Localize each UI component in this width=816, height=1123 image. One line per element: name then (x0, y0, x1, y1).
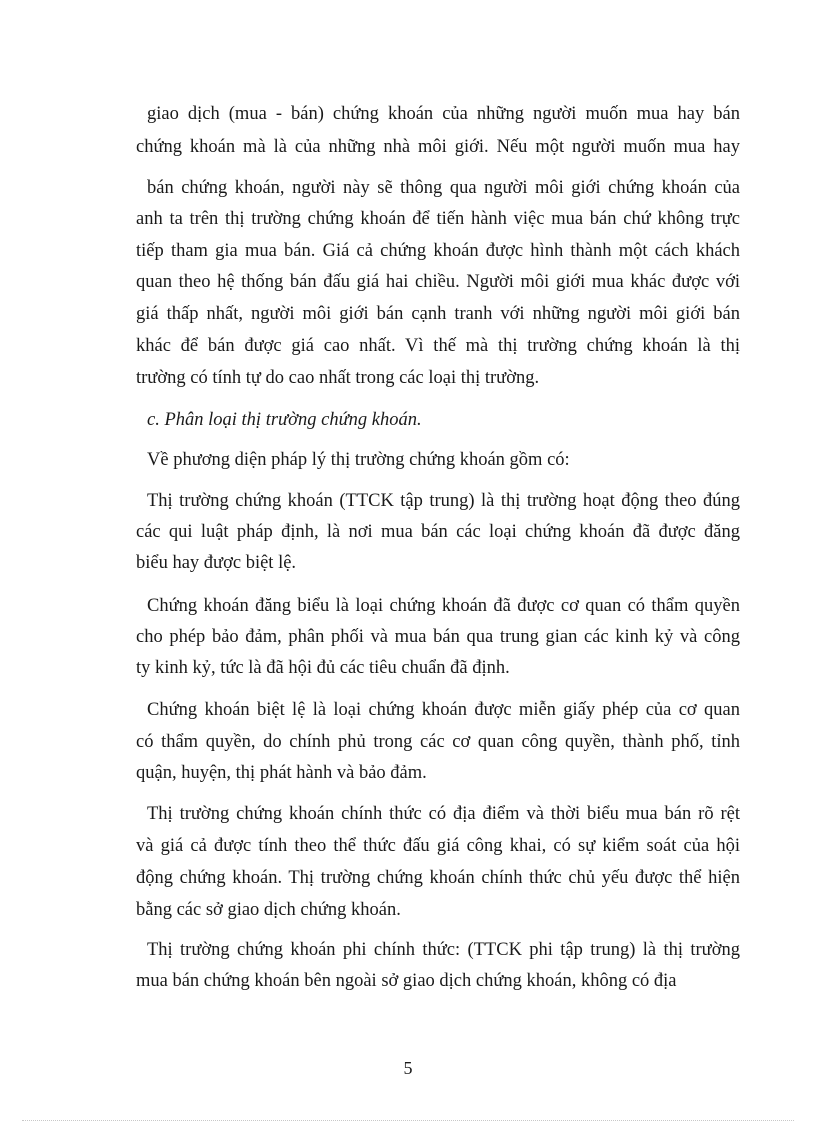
text-line: giao dịch (mua - bán) chứng khoán của những người muốn mua hay bán (147, 104, 740, 124)
text-line: Thị trường chứng khoán (TTCK tập trung) là thị trường hoạt động theo đúng (147, 491, 740, 511)
text-line: Thị trường chứng khoán phi chính thức: (TTCK phi tập trung) là thị trường (147, 940, 740, 960)
text-line: và giá cả được tính theo thể thức đấu giá công khai, có sự kiểm soát của hội (136, 836, 740, 856)
text-line: biểu hay được biệt lệ. (136, 553, 297, 573)
text-line: trường có tính tự do cao nhất trong các loại thị trường. (136, 368, 540, 388)
text-line: động chứng khoán. Thị trường chứng khoán chính thức chủ yếu được thể hiện (136, 868, 740, 888)
page-bottom-divider (22, 1120, 794, 1121)
text-line: chứng khoán mà là của những nhà môi giới. Nếu một người muốn mua hay (136, 137, 740, 157)
text-line: Chứng khoán đăng biểu là loại chứng khoán đã được cơ quan có thẩm quyền (147, 596, 740, 616)
page-number: 5 (403, 1058, 413, 1078)
text-line: Chứng khoán biệt lệ là loại chứng khoán được miễn giấy phép của cơ quan (147, 700, 740, 720)
text-line: có thẩm quyền, do chính phủ trong các cơ quan công quyền, thành phố, tỉnh (136, 732, 740, 752)
text-line: cho phép bảo đảm, phân phối và mua bán qua trung gian các kinh kỷ và công (136, 627, 740, 647)
text-line: khác để bán được giá cao nhất. Vì thế mà thị trường chứng khoán là thị (136, 336, 740, 356)
text-line: Về phương diện pháp lý thị trường chứng khoán gồm có: (147, 450, 570, 470)
text-line: quan theo hệ thống bán đấu giá hai chiều. Người môi giới mua khác được với (136, 272, 740, 292)
text-line: tiếp tham gia mua bán. Giá cả chứng khoán được hình thành một cách khách (136, 241, 740, 261)
text-line: quận, huyện, thị phát hành và bảo đảm. (136, 763, 427, 783)
text-line: các qui luật pháp định, là nơi mua bán các loại chứng khoán đã được đăng (136, 522, 740, 542)
text-line: mua bán chứng khoán bên ngoài sở giao dịch chứng khoán, không có địa (136, 971, 677, 991)
text-line: Thị trường chứng khoán chính thức có địa điểm và thời biểu mua bán rõ rệt (147, 804, 740, 824)
text-line: ty kinh kỷ, tức là đã hội đủ các tiêu chuẩn đã định. (136, 658, 510, 678)
text-line: bằng các sở giao dịch chứng khoán. (136, 900, 401, 920)
text-line: giá thấp nhất, người môi giới bán cạnh tranh với những người môi giới bán (136, 304, 740, 324)
text-line: anh ta trên thị trường chứng khoán để tiến hành việc mua bán chứ không trực (136, 209, 740, 229)
text-line: bán chứng khoán, người này sẽ thông qua người môi giới chứng khoán của (147, 178, 740, 198)
section-heading: c. Phân loại thị trường chứng khoán. (147, 410, 422, 430)
